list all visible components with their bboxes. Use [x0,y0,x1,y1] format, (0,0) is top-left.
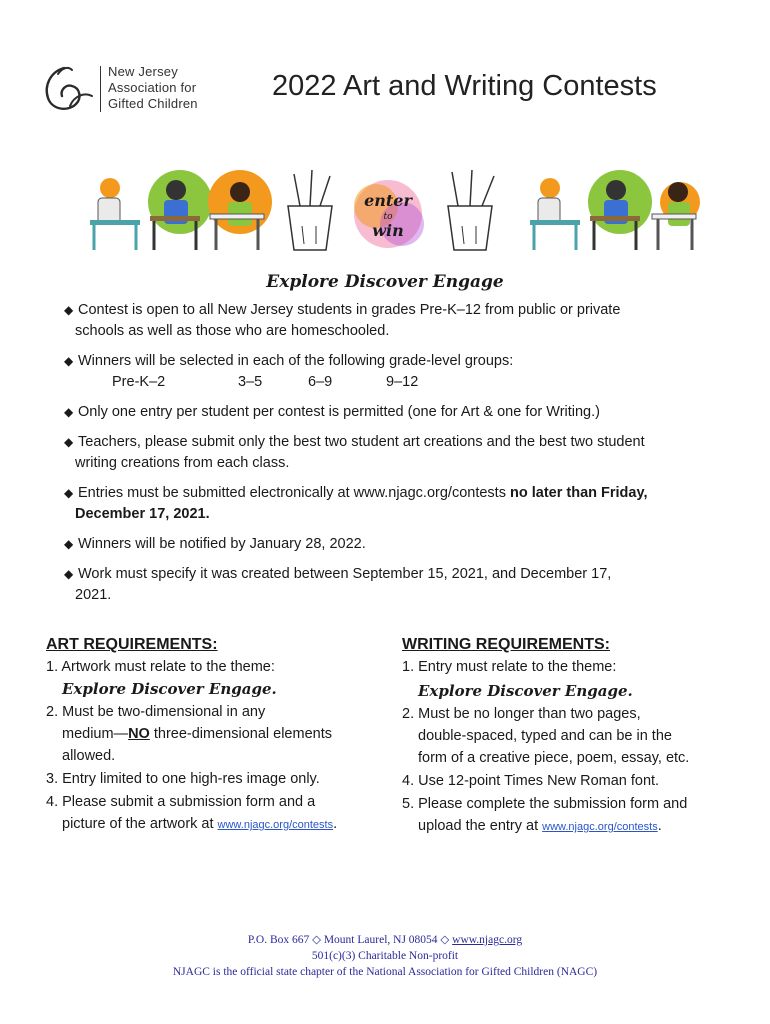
grade-groups [64,372,714,393]
website-link[interactable]: www.njagc.org [452,934,523,946]
org-name-line-1: New Jersey [108,64,178,79]
rule-text: Only one entry per student per contest is permitted (one for Art & one for Writing.) [78,404,600,420]
paintbrush-jar-icon [448,170,494,250]
rule-text: Winners will be selected in each of the following grade-level groups: [78,353,514,369]
badge-word-to: to [383,212,393,222]
illustration-strip [80,166,700,256]
art-requirements-heading: ART REQUIREMENTS: [46,636,218,653]
rule-work-dates [64,564,714,606]
diamond-bullet-icon: ◆ [64,303,74,317]
requirement-text: double-spaced, typed and can be in the [418,728,672,744]
punctuation: . [657,818,662,834]
diamond-bullet-icon: ◆ [64,405,74,419]
page-title: 2022 Art and Writing Contests [272,70,657,102]
requirement-text: 5. Please complete the submission form and [402,796,688,812]
grade-group: 9–12 [386,374,419,390]
deadline-date: December 17, 2021. [75,506,210,522]
theme-text: Explore Discover Engage. [418,682,633,700]
requirement-text: 1. Artwork must relate to the theme: [46,659,275,675]
grade-group: Pre-K–2 [112,374,166,390]
diamond-bullet-icon: ◆ [64,486,74,500]
list-item [46,656,376,700]
requirement-text: three-dimensional elements [149,726,332,742]
footer-nonprofit: 501(c)(3) Charitable Non-profit [311,950,459,962]
writing-requirements [402,636,732,839]
org-name [108,64,198,112]
students-at-desks-icon [90,170,272,250]
org-name-line-3: Gifted Children [108,96,198,111]
requirement-text: form of a creative piece, poem, essay, etc. [418,750,690,766]
deadline-text: no later than Friday, [509,485,648,501]
theme-text: Explore Discover Engage. [62,680,277,698]
writing-requirements-heading: WRITING REQUIREMENTS: [402,636,610,653]
no-emphasis: NO [128,726,150,742]
rule-text: Teachers, please submit only the best two student art creations and the best two student [78,434,645,450]
logo-divider [100,66,101,112]
rule-text: Entries must be submitted electronically at www.njagc.org/contests [78,485,510,501]
rule-text: Work must specify it was created between September 15, 2021, and December 17, [78,566,612,582]
rule-teachers [64,432,714,474]
rule-text: Contest is open to all New Jersey students in grades Pre-K–12 from public or private [78,302,621,318]
requirement-text: 2. Must be two-dimensional in any [46,704,266,720]
footer-address [0,932,770,948]
rule-grade-groups [64,351,714,393]
requirement-text: 4. Please submit a submission form and a [46,794,316,810]
diamond-bullet-icon: ◆ [64,354,74,368]
list-item [402,770,732,792]
rule-one-entry [64,402,714,423]
badge-word-win: win [372,221,404,240]
footer [0,932,770,980]
rule-text: schools as well as those who are homeschooled. [75,323,390,339]
enter-to-win-badge-icon [354,180,424,248]
list-item [46,768,376,790]
org-name-line-2: Association for [108,80,197,95]
grade-group: 6–9 [308,374,333,390]
diamond-bullet-icon: ◆ [64,567,74,581]
paintbrush-jar-icon [288,170,332,250]
punctuation: . [333,816,338,832]
rule-text: writing creations from each class. [75,455,290,471]
rule-text: 2021. [75,587,112,603]
diamond-bullet-icon: ◆ [64,537,74,551]
requirement-text: picture of the artwork at [62,816,218,832]
list-item [46,791,376,836]
requirement-text: 2. Must be no longer than two pages, [402,706,641,722]
contests-link[interactable]: www.njagc.org/contests [542,821,658,833]
requirement-text: upload the entry at [418,818,543,834]
students-at-desks-icon [530,170,700,250]
requirement-text: 3. Entry limited to one high-res image only. [46,771,320,787]
list-item [402,793,732,838]
footer-chapter: NJAGC is the official state chapter of the National Association for Gifted Children (NAGC) [172,966,598,978]
address-text: P.O. Box 667 ◇ Mount Laurel, NJ 08054 ◇ [247,934,453,946]
diamond-bullet-icon: ◆ [64,435,74,449]
requirement-text: 1. Entry must relate to the theme: [402,659,617,675]
requirement-text: 4. Use 12-point Times New Roman font. [402,773,660,789]
tagline: Explore Discover Engage [266,272,504,292]
rule-deadline [64,483,714,525]
list-item [402,703,732,769]
rule-text: Winners will be notified by January 28, 2022. [78,536,366,552]
list-item [402,656,732,702]
rules-list [64,300,714,615]
grade-group: 3–5 [238,374,263,390]
contests-link[interactable]: www.njagc.org/contests [217,819,334,831]
badge-word-enter: enter [364,191,412,210]
list-item [46,701,376,767]
requirement-text: medium— [62,726,129,742]
requirement-text: allowed. [62,748,116,764]
rule-eligibility [64,300,714,342]
rule-notification [64,534,714,555]
art-requirements [46,636,376,837]
